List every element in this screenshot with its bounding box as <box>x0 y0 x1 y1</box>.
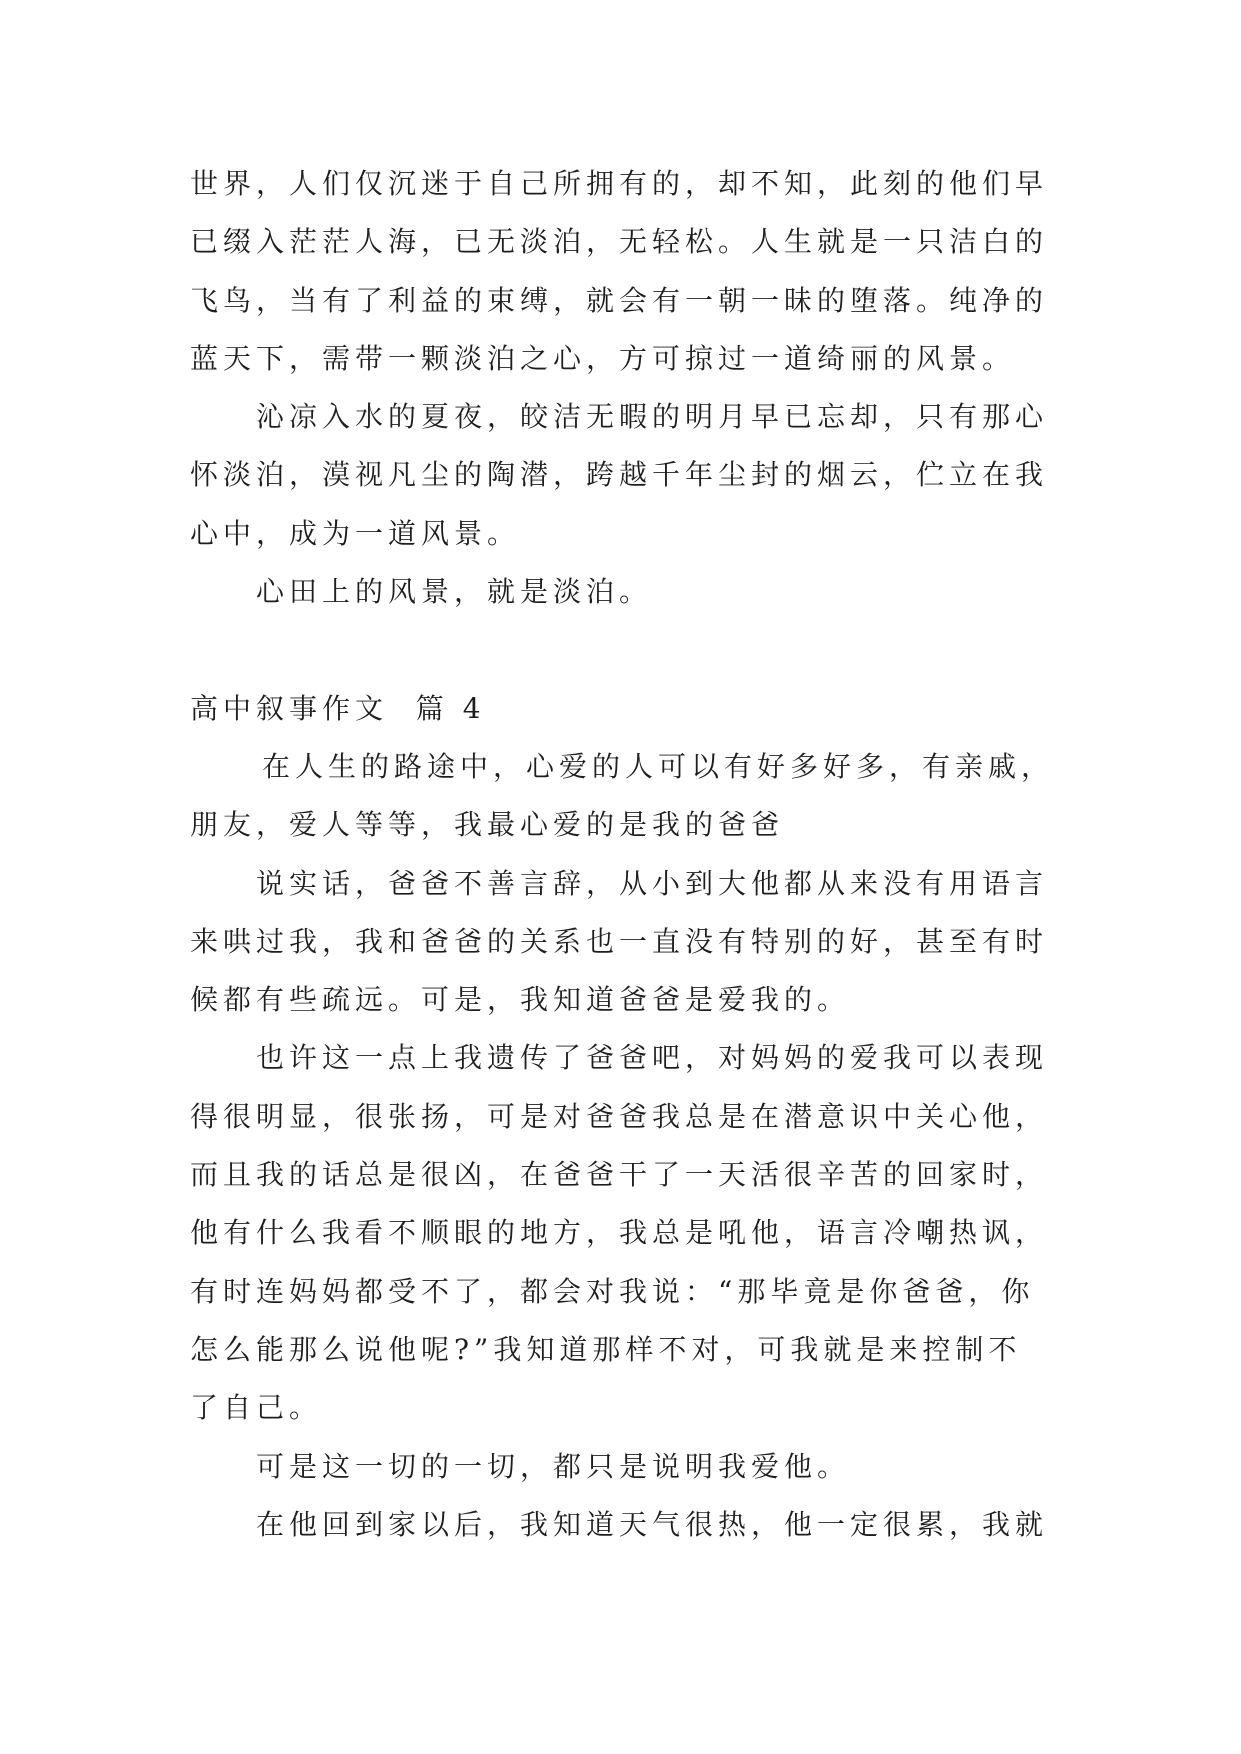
text-line: 也许这一点上我遗传了爸爸吧，对妈妈的爱我可以表现 <box>256 1041 1049 1075</box>
text-line: 说实话，爸爸不善言辞，从小到大他都从来没有用语言 <box>256 866 1049 900</box>
text-line: 他有什么我看不顺眼的地方，我总是吼他，语言冷嘲热讽， <box>190 1216 1049 1250</box>
text-line: 得很明显，很张扬，可是对爸爸我总是在潜意识中关心他， <box>190 1099 1049 1133</box>
document-body <box>190 155 1090 1554</box>
paragraph <box>190 1496 1090 1554</box>
paragraph <box>190 563 1090 621</box>
text-line: 而且我的话总是很凶，在爸爸干了一天活很辛苦的回家时， <box>190 1158 1049 1192</box>
paragraph <box>190 388 1090 563</box>
paragraph <box>190 738 1090 855</box>
text-line: 心田上的风景，就是淡泊。 <box>256 575 653 609</box>
text-line: 可是这一切的一切，都只是说明我爱他。 <box>256 1449 851 1483</box>
text-line: 飞鸟，当有了利益的束缚，就会有一朝一昧的堕落。纯净的 <box>190 283 1049 317</box>
text-line: 来哄过我，我和爸爸的关系也一直没有特别的好，甚至有时 <box>190 924 1049 958</box>
text-line: 蓝天下，需带一颗淡泊之心，方可掠过一道绮丽的风景。 <box>190 341 1016 375</box>
text-line: 沁凉入水的夏夜，皎洁无暇的明月早已忘却，只有那心 <box>256 400 1049 434</box>
text-line: 朋友，爱人等等，我最心爱的是我的爸爸 <box>190 808 785 842</box>
paragraph <box>190 855 1090 1030</box>
section-heading: 高中叙事作文 篇 4 <box>190 691 486 725</box>
text-line: 了自己。 <box>190 1391 323 1425</box>
text-line: 候都有些疏远。可是，我知道爸爸是爱我的。 <box>190 983 851 1017</box>
text-line: 怎么能那么说他呢?”我知道那样不对，可我就是来控制不 <box>190 1332 1022 1366</box>
text-line: 在人生的路途中，心爱的人可以有好多好多，有亲戚， <box>262 749 1055 783</box>
paragraph <box>190 1029 1090 1437</box>
text-line: 在他回到家以后，我知道天气很热，他一定很累，我就 <box>256 1507 1049 1541</box>
paragraph <box>190 155 1090 388</box>
paragraph <box>190 1438 1090 1496</box>
text-line: 怀淡泊，漠视凡尘的陶潜，跨越千年尘封的烟云，伫立在我 <box>190 458 1049 492</box>
text-line: 心中，成为一道风景。 <box>190 516 521 550</box>
text-line: 已缀入茫茫人海，已无淡泊，无轻松。人生就是一只洁白的 <box>190 225 1049 259</box>
text-line: 世界，人们仅沉迷于自己所拥有的，却不知，此刻的他们早 <box>190 167 1049 200</box>
text-line: 有时连妈妈都受不了，都会对我说：“那毕竟是你爸爸，你 <box>190 1274 1035 1308</box>
